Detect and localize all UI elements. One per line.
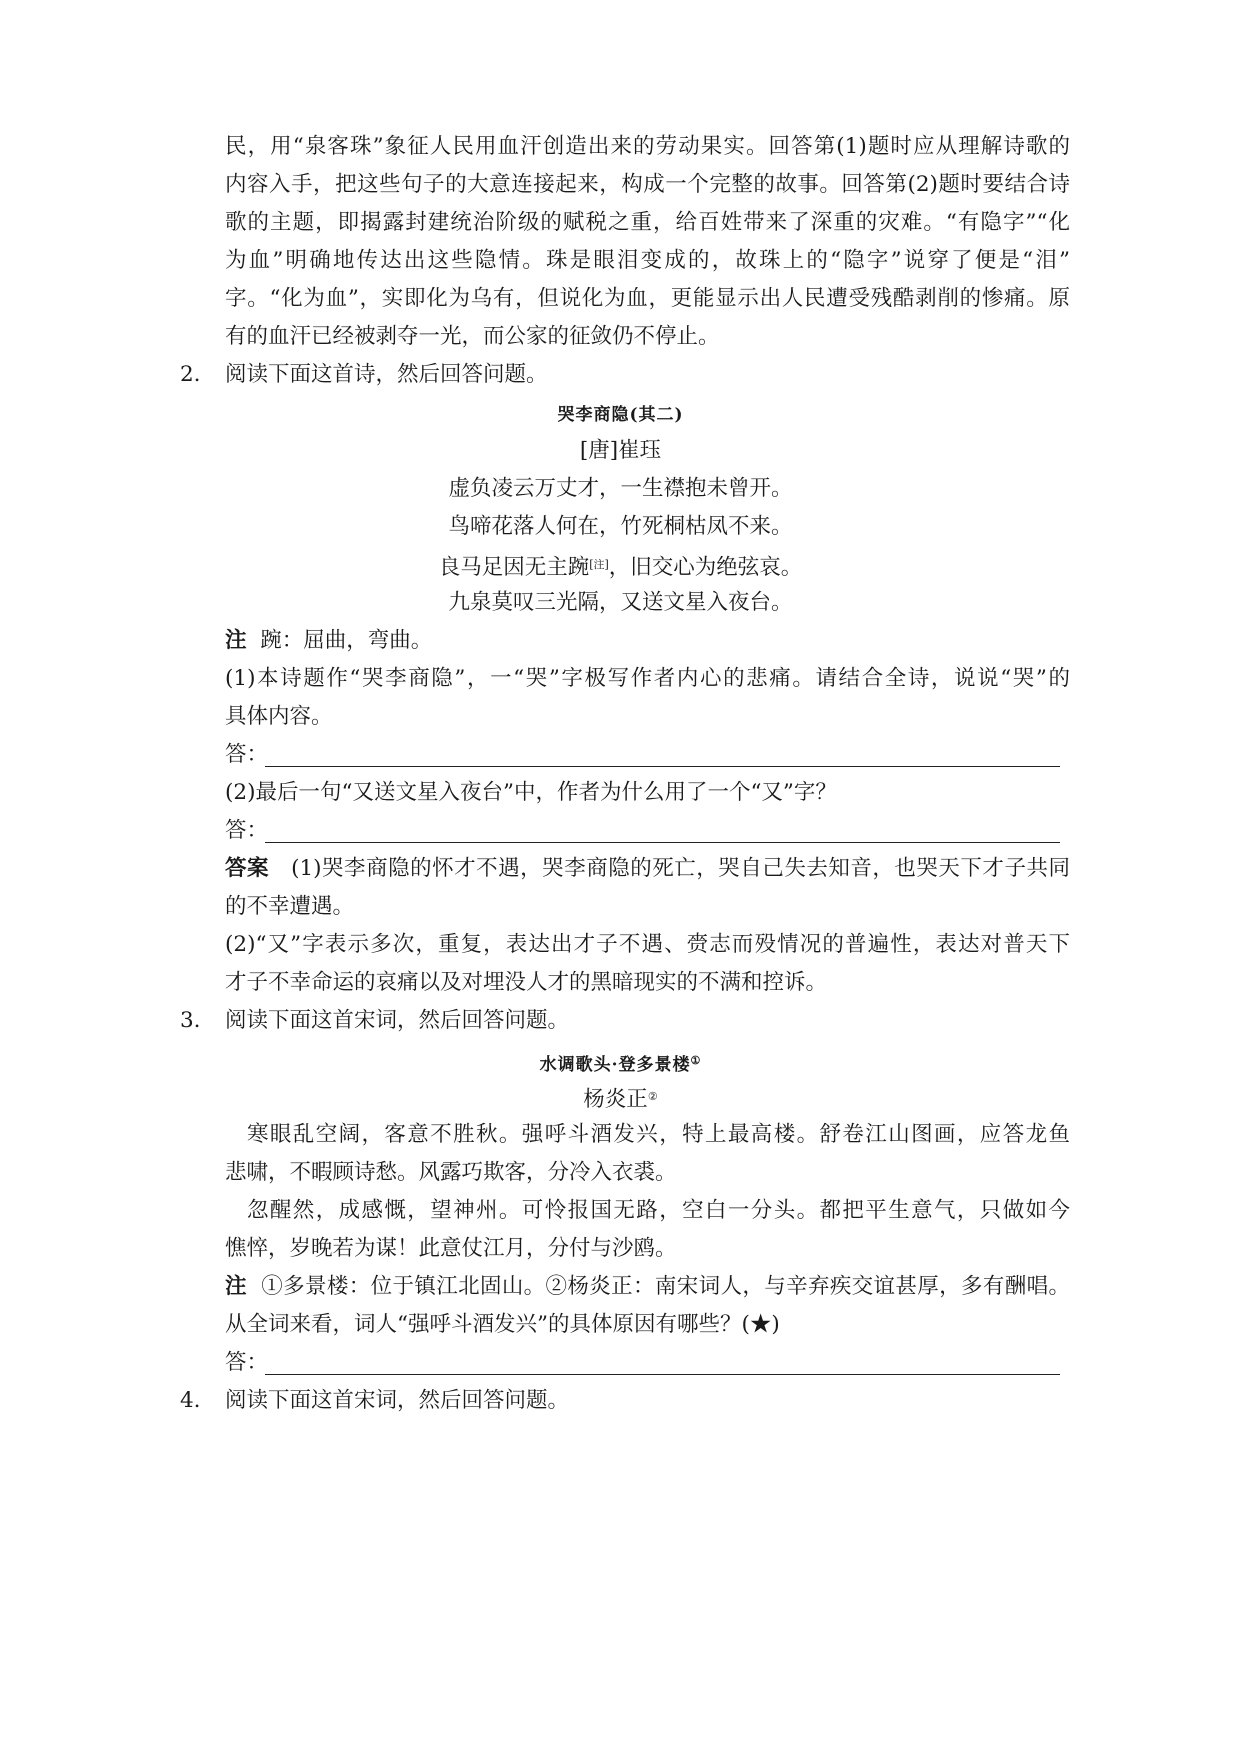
note-label: 注 — [225, 1274, 247, 1299]
poem-line — [0, 550, 1241, 583]
answer-key-line: 的不幸遭遇。 — [225, 894, 355, 919]
sub-question: 从全词来看，词人“强呼斗酒发兴”的具体原因有哪些？(★) — [225, 1312, 780, 1337]
q1-explanation-line: 为血”明确地传达出这些隐情。珠是眼泪变成的，故珠上的“隐字”说穿了便是“泪” — [225, 248, 1070, 273]
note-text: ①多景楼：位于镇江北固山。②杨炎正：南宋词人，与辛弃疾交谊甚厚，多有酬唱。 — [261, 1274, 1070, 1299]
ci-note — [225, 1272, 1070, 1302]
poem-line-part: ，旧交心为绝弦哀。 — [608, 555, 803, 580]
poem-line: 九泉莫叹三光隔，又送文星入夜台。 — [448, 590, 793, 615]
answer-blank[interactable] — [225, 816, 1060, 846]
question-number: 3. — [180, 1008, 201, 1033]
answer-blank[interactable] — [225, 1348, 1060, 1378]
sub-question: 具体内容。 — [225, 704, 333, 729]
q1-explanation-line: 有的血汗已经被剥夺一光，而公家的征敛仍不停止。 — [225, 324, 720, 349]
q1-explanation-line: 字。“化为血”，实即化为乌有，但说化为血，更能显示出人民遭受残酷剥削的惨痛。原 — [225, 286, 1070, 311]
answer-key-line — [225, 854, 1070, 884]
question-number: 2. — [180, 362, 201, 387]
poem-note — [225, 626, 1070, 656]
answer-underline — [265, 842, 1060, 843]
answer-key-text: (1)哭李商隐的怀才不遇，哭李商隐的死亡，哭自己失去知音，也哭天下才子共同 — [291, 856, 1070, 881]
answer-underline — [265, 766, 1060, 767]
question-prompt: 阅读下面这首宋词，然后回答问题。 — [225, 1008, 570, 1033]
footnote-marker: ② — [647, 1090, 658, 1103]
answer-key-line: (2)“又”字表示多次，重复，表达出才子不遇、赍志而殁情况的普遍性，表达对普天下 — [225, 932, 1070, 957]
note-label: 注 — [225, 628, 247, 653]
sub-question: (1)本诗题作“哭李商隐”，一“哭”字极写作者内心的悲痛。请结合全诗，说说“哭”的 — [225, 666, 1070, 691]
ci-stanza-line: 悲啸，不暇顾诗愁。风露巧欺客，分冷入衣裘。 — [225, 1160, 677, 1185]
ci-author — [0, 1082, 1241, 1115]
q1-explanation-line: 民，用“泉客珠”象征人民用血汗创造出来的劳动果实。回答第(1)题时应从理解诗歌的 — [225, 134, 1070, 159]
poem-line-part: 良马足因无主踠 — [438, 555, 590, 580]
answer-blank[interactable] — [225, 740, 1060, 770]
footnote-marker: ① — [690, 1054, 702, 1067]
ci-title — [0, 1046, 1241, 1080]
answer-prefix: 答： — [225, 818, 269, 843]
poem-author: [唐]崔珏 — [579, 438, 662, 463]
ci-stanza-line: 寒眼乱空阔，客意不胜秋。强呼斗酒发兴，特上最高楼。舒卷江山图画，应答龙鱼 — [247, 1122, 1070, 1147]
question-prompt: 阅读下面这首诗，然后回答问题。 — [225, 362, 548, 387]
ci-stanza-line: 憔悴，岁晚若为谋！此意仗江月，分付与沙鸥。 — [225, 1236, 677, 1261]
poem-title: 哭李商隐(其二) — [557, 405, 684, 425]
poem-line: 虚负凌云万丈才，一生襟抱未曾开。 — [448, 476, 793, 501]
answer-prefix: 答： — [225, 742, 269, 767]
answer-key-line: 才子不幸命运的哀痛以及对埋没人才的黑暗现实的不满和控诉。 — [225, 970, 828, 995]
q1-explanation-line: 歌的主题，即揭露封建统治阶级的赋税之重，给百姓带来了深重的灾难。“有隐字”“化 — [225, 210, 1070, 235]
ci-stanza-line: 忽醒然，成感慨，望神州。可怜报国无路，空白一分头。都把平生意气，只做如今 — [247, 1198, 1070, 1223]
question-prompt: 阅读下面这首宋词，然后回答问题。 — [225, 1388, 570, 1413]
footnote-marker: [注] — [589, 558, 609, 571]
answer-key-label: 答案 — [225, 856, 270, 881]
answer-underline — [265, 1374, 1060, 1375]
question-number: 4. — [180, 1388, 201, 1413]
answer-prefix: 答： — [225, 1350, 269, 1375]
sub-question: (2)最后一句“又送文星入夜台”中，作者为什么用了一个“又”字？ — [225, 780, 837, 805]
ci-author-text: 杨炎正 — [583, 1087, 648, 1112]
ci-title-text: 水调歌头·登多景楼 — [539, 1055, 691, 1075]
q1-explanation-line: 内容入手，把这些句子的大意连接起来，构成一个完整的故事。回答第(2)题时要结合诗 — [225, 172, 1070, 197]
note-text: 踠：屈曲，弯曲。 — [260, 628, 433, 653]
poem-line: 鸟啼花落人何在，竹死桐枯凤不来。 — [448, 514, 793, 539]
